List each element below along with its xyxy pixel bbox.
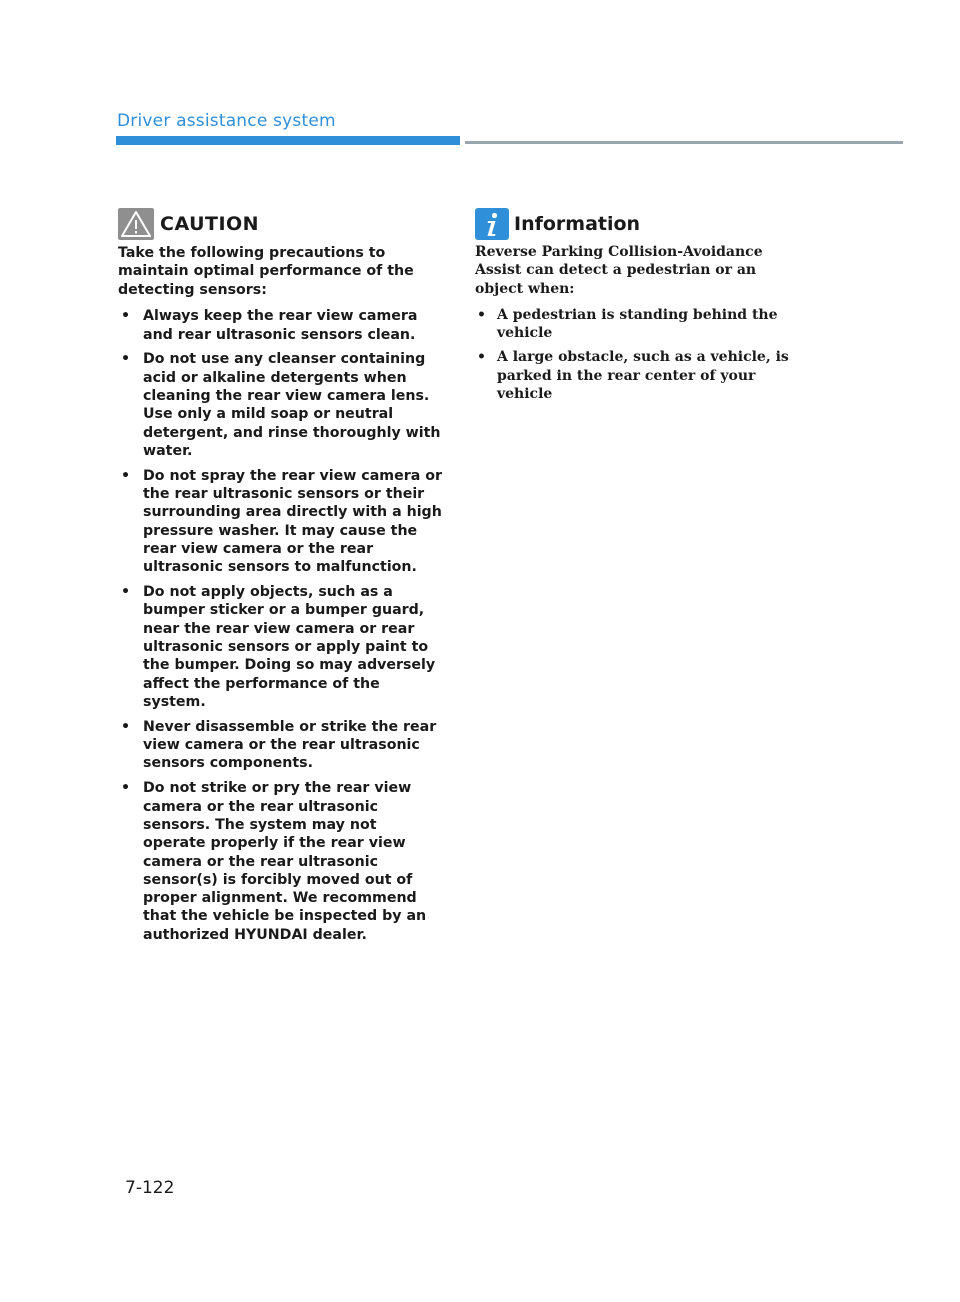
bullet: •: [477, 349, 486, 366]
list-item: • Never disassemble or strike the rear view camera or the rear ultrasonic sensors components.: [121, 718, 437, 772]
caution-list: [118, 307, 443, 944]
caution-header: [118, 208, 443, 240]
bullet: •: [121, 718, 131, 735]
information-header: [475, 208, 805, 240]
page-number: 7-122: [125, 1178, 175, 1198]
list-item: • Do not strike or pry the rear view camera or the rear ultrasonic sensors. The system may not operate properly if the rear view camera or the rear ultrasonic sensor(s) is forcibly moved out of proper alignment. We recommend that the vehicle be inspected by an authorized HYUNDAI dealer.: [121, 780, 427, 943]
bullet: •: [121, 308, 131, 325]
information-intro: Reverse Parking Collision-Avoidance Assist can detect a pedestrian or an object when:: [475, 244, 763, 297]
bullet: •: [121, 467, 131, 484]
list-item: • Do not spray the rear view camera or the rear ultrasonic sensors or their surrounding area directly with a high pressure washer. It may cause the rear view camera or the rear ultrasonic sensors to malfunction.: [121, 467, 442, 576]
information-list: [475, 306, 805, 403]
warning-triangle-icon: [118, 208, 154, 240]
caution-intro: Take the following precautions to maintain optimal performance of the detecting sensors:: [118, 245, 414, 298]
caution-title: CAUTION: [160, 213, 260, 235]
bullet: •: [121, 351, 131, 368]
bullet: •: [477, 306, 486, 323]
header-rule-accent: [116, 136, 460, 145]
list-item: • Always keep the rear view camera and rear ultrasonic sensors clean.: [121, 308, 418, 343]
caution-box: [118, 208, 443, 951]
list-item: • A pedestrian is standing behind the vehicle: [477, 306, 778, 342]
list-item: • A large obstacle, such as a vehicle, is parked in the rear center of your vehicle: [477, 349, 789, 403]
bullet: •: [121, 780, 131, 797]
bullet: •: [121, 584, 131, 601]
list-item: • Do not use any cleanser containing acid or alkaline detergents when cleaning the rear view camera lens. Use only a mild soap or neutral detergent, and rinse thoroughly with water.: [121, 351, 441, 459]
list-item: • Do not apply objects, such as a bumper sticker or a bumper guard, near the rear view camera or rear ultrasonic sensors or apply paint to the bumper. Doing so may adversely affect the performance of the system.: [121, 584, 436, 710]
information-box: [475, 208, 805, 409]
section-title: Driver assistance system: [117, 111, 336, 131]
information-title: Information: [514, 213, 641, 235]
info-icon: [475, 208, 509, 240]
header-rule-grey: [465, 141, 903, 144]
